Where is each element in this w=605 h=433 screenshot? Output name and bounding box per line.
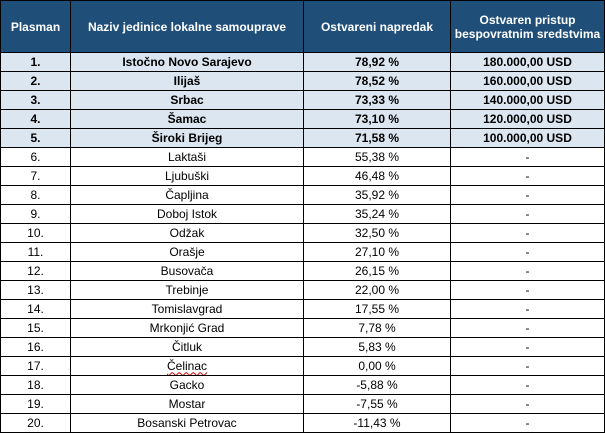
cell-rank: 4.	[1, 110, 71, 129]
cell-rank: 18.	[1, 376, 71, 395]
cell-unit: Doboj Istok	[71, 205, 304, 224]
cell-grant: -	[451, 357, 605, 376]
cell-rank: 10.	[1, 224, 71, 243]
cell-unit: Orašje	[71, 243, 304, 262]
cell-progress: 27,10 %	[304, 243, 451, 262]
cell-rank: 14.	[1, 300, 71, 319]
cell-unit: Ljubuški	[71, 167, 304, 186]
table-header	[1, 1, 605, 53]
cell-rank: 8.	[1, 186, 71, 205]
cell-unit: Busovača	[71, 262, 304, 281]
cell-rank: 3.	[1, 91, 71, 110]
cell-progress: 35,24 %	[304, 205, 451, 224]
cell-progress: -7,55 %	[304, 395, 451, 414]
cell-rank: 7.	[1, 167, 71, 186]
cell-progress: 71,58 %	[304, 129, 451, 148]
cell-grant: 180.000,00 USD	[451, 53, 605, 72]
spellcheck-underlined-word: Čelinac	[166, 358, 208, 373]
cell-grant: -	[451, 338, 605, 357]
cell-progress: 78,52 %	[304, 72, 451, 91]
cell-progress: 5,83 %	[304, 338, 451, 357]
cell-rank: 11.	[1, 243, 71, 262]
table-row	[1, 395, 605, 414]
header-rank: Plasman	[1, 1, 71, 53]
cell-unit: Široki Brijeg	[71, 129, 304, 148]
table-row	[1, 414, 605, 433]
table-row	[1, 281, 605, 300]
header-progress: Ostvareni napredak	[304, 1, 451, 53]
table-row	[1, 205, 605, 224]
cell-progress: 46,48 %	[304, 167, 451, 186]
cell-grant: -	[451, 243, 605, 262]
cell-grant: 120.000,00 USD	[451, 110, 605, 129]
table-row	[1, 148, 605, 167]
cell-rank: 5.	[1, 129, 71, 148]
cell-grant: -	[451, 281, 605, 300]
cell-rank: 9.	[1, 205, 71, 224]
table-body	[1, 53, 605, 433]
cell-grant: -	[451, 205, 605, 224]
cell-progress: -5,88 %	[304, 376, 451, 395]
table-row	[1, 376, 605, 395]
cell-progress: 7,78 %	[304, 319, 451, 338]
cell-grant: -	[451, 262, 605, 281]
cell-progress: 78,92 %	[304, 53, 451, 72]
cell-grant: -	[451, 395, 605, 414]
cell-unit: Trebinje	[71, 281, 304, 300]
cell-grant: -	[451, 414, 605, 433]
cell-rank: 20.	[1, 414, 71, 433]
cell-grant: -	[451, 148, 605, 167]
cell-progress: 32,50 %	[304, 224, 451, 243]
cell-unit: Čapljina	[71, 186, 304, 205]
cell-progress: 35,92 %	[304, 186, 451, 205]
cell-grant: -	[451, 319, 605, 338]
table-row	[1, 110, 605, 129]
cell-progress: 17,55 %	[304, 300, 451, 319]
cell-unit: Čitluk	[71, 338, 304, 357]
cell-grant: -	[451, 186, 605, 205]
cell-unit: Gacko	[71, 376, 304, 395]
cell-unit: Bosanski Petrovac	[71, 414, 304, 433]
cell-rank: 16.	[1, 338, 71, 357]
cell-rank: 15.	[1, 319, 71, 338]
table-row	[1, 357, 605, 376]
table-row	[1, 243, 605, 262]
table-row	[1, 167, 605, 186]
table-row	[1, 300, 605, 319]
cell-unit: Mrkonjić Grad	[71, 319, 304, 338]
cell-grant: 100.000,00 USD	[451, 129, 605, 148]
cell-grant: 140.000,00 USD	[451, 91, 605, 110]
table-row	[1, 224, 605, 243]
table-row	[1, 186, 605, 205]
table-row	[1, 53, 605, 72]
cell-progress: 55,38 %	[304, 148, 451, 167]
cell-progress: 22,00 %	[304, 281, 451, 300]
table-row	[1, 91, 605, 110]
cell-unit: Ilijaš	[71, 72, 304, 91]
cell-unit: Tomislavgrad	[71, 300, 304, 319]
cell-progress: 26,15 %	[304, 262, 451, 281]
cell-unit	[71, 357, 304, 376]
cell-unit: Laktaši	[71, 148, 304, 167]
table-row	[1, 319, 605, 338]
cell-unit: Odžak	[71, 224, 304, 243]
cell-progress: -11,43 %	[304, 414, 451, 433]
cell-grant: -	[451, 167, 605, 186]
table-row	[1, 129, 605, 148]
cell-rank: 2.	[1, 72, 71, 91]
cell-unit: Istočno Novo Sarajevo	[71, 53, 304, 72]
table-row	[1, 338, 605, 357]
header-row	[1, 1, 605, 53]
cell-progress: 73,10 %	[304, 110, 451, 129]
table-row	[1, 262, 605, 281]
cell-rank: 17.	[1, 357, 71, 376]
cell-rank: 19.	[1, 395, 71, 414]
cell-grant: -	[451, 376, 605, 395]
cell-unit: Srbac	[71, 91, 304, 110]
cell-grant: 160.000,00 USD	[451, 72, 605, 91]
table-row	[1, 72, 605, 91]
cell-progress: 0,00 %	[304, 357, 451, 376]
cell-progress: 73,33 %	[304, 91, 451, 110]
cell-grant: -	[451, 224, 605, 243]
cell-unit: Šamac	[71, 110, 304, 129]
cell-unit: Mostar	[71, 395, 304, 414]
header-unit: Naziv jedinice lokalne samouprave	[71, 1, 304, 53]
cell-grant: -	[451, 300, 605, 319]
cell-rank: 6.	[1, 148, 71, 167]
cell-rank: 1.	[1, 53, 71, 72]
cell-rank: 13.	[1, 281, 71, 300]
header-grant: Ostvaren pristup bespovratnim sredstvima	[451, 1, 605, 53]
cell-rank: 12.	[1, 262, 71, 281]
